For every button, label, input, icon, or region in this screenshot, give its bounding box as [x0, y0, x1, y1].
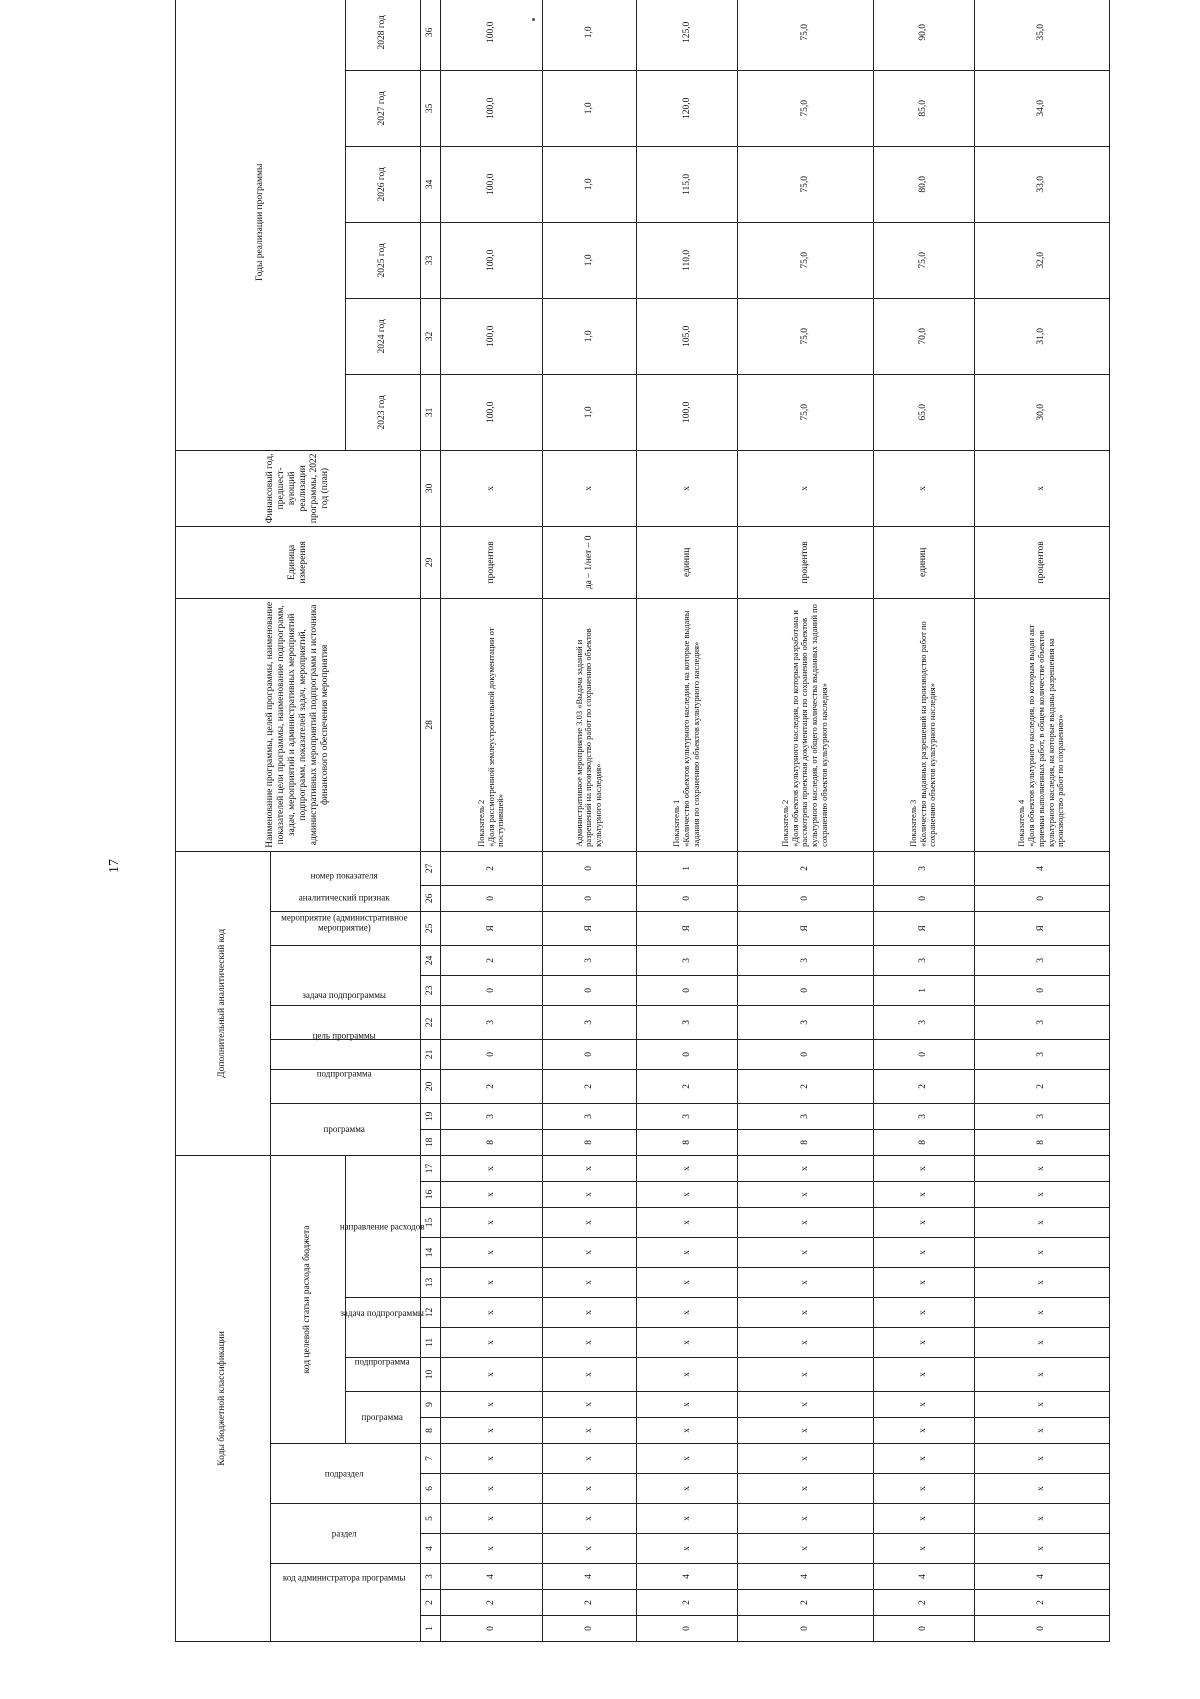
code-cell: х: [738, 1418, 873, 1444]
code-cell: Я: [637, 911, 738, 945]
code-cell: х: [738, 1504, 873, 1534]
code-cell: 2: [974, 1590, 1109, 1616]
code-cell: х: [873, 1328, 974, 1358]
code-cell: 2: [441, 851, 542, 885]
unit-header: Единица измерения: [176, 526, 421, 598]
column-number: 2: [421, 1590, 441, 1616]
fin-year-cell: х: [873, 450, 974, 526]
fin-year-cell: х: [542, 450, 637, 526]
column-number: 21: [421, 1039, 441, 1069]
code-cell: х: [542, 1208, 637, 1238]
column-number: 31: [421, 374, 441, 450]
code-cell: 2: [637, 1069, 738, 1103]
column-number: 36: [421, 0, 441, 70]
code-cell: х: [441, 1328, 542, 1358]
year-value-cell: 100,0: [441, 70, 542, 146]
code-cell: 8: [542, 1129, 637, 1155]
year-header-2026: 2026 год: [345, 146, 420, 222]
code-cell: х: [974, 1208, 1109, 1238]
code-cell: 2: [873, 1069, 974, 1103]
code-cell: х: [542, 1155, 637, 1181]
code-cell: 3: [637, 945, 738, 975]
year-value-cell: 115,0: [637, 146, 738, 222]
code-cell: х: [738, 1444, 873, 1474]
column-number: 6: [421, 1474, 441, 1504]
code-cell: 3: [873, 851, 974, 885]
code-cell: х: [441, 1155, 542, 1181]
column-number: 11: [421, 1328, 441, 1358]
year-value-cell: 100,0: [441, 146, 542, 222]
code-cell: 1: [637, 851, 738, 885]
column-number: 16: [421, 1182, 441, 1208]
code-cell: х: [637, 1155, 738, 1181]
column-number: 26: [421, 885, 441, 911]
code-cell: 2: [873, 1590, 974, 1616]
year-value-cell: 110,0: [637, 222, 738, 298]
year-value-cell: 35,0: [974, 0, 1109, 70]
budget-codes-header: Коды бюджетной классификации: [176, 1155, 271, 1641]
year-value-cell: 75,0: [738, 374, 873, 450]
code-cell: 3: [542, 1103, 637, 1129]
code-cell: х: [637, 1182, 738, 1208]
code-cell: х: [873, 1504, 974, 1534]
column-number: 9: [421, 1392, 441, 1418]
column-number: 27: [421, 851, 441, 885]
column-number: 24: [421, 945, 441, 975]
code-cell: х: [542, 1534, 637, 1564]
unit-cell: процентов: [974, 526, 1109, 598]
code-cell: х: [441, 1418, 542, 1444]
code-cell: 4: [974, 851, 1109, 885]
code-cell: х: [873, 1268, 974, 1298]
code-cell: х: [542, 1358, 637, 1392]
code-cell: 0: [441, 975, 542, 1005]
year-value-cell: 75,0: [738, 298, 873, 374]
year-value-cell: 100,0: [441, 298, 542, 374]
code-cell: 4: [738, 1564, 873, 1590]
code-cell: 0: [441, 1616, 542, 1642]
year-value-cell: 75,0: [738, 0, 873, 70]
code-cell: 0: [637, 1039, 738, 1069]
code-cell: х: [873, 1155, 974, 1181]
code-cell: х: [873, 1358, 974, 1392]
fin-year-cell: х: [637, 450, 738, 526]
program-label: программа: [361, 1412, 403, 1423]
code-cell: х: [441, 1298, 542, 1328]
code-cell: х: [637, 1358, 738, 1392]
column-number: 17: [421, 1155, 441, 1181]
code-cell: 0: [637, 885, 738, 911]
code-cell: х: [441, 1238, 542, 1268]
code-cell: х: [542, 1418, 637, 1444]
subsection-label: подраздел: [325, 1468, 364, 1479]
code-cell: 0: [542, 1616, 637, 1642]
code-cell: х: [738, 1155, 873, 1181]
code-cell: х: [974, 1155, 1109, 1181]
year-value-cell: 100,0: [441, 374, 542, 450]
year-value-cell: 75,0: [873, 222, 974, 298]
code-cell: х: [637, 1328, 738, 1358]
column-number: 25: [421, 911, 441, 945]
indicator-name: Показатель 1 «Количество объектов культурного наследия, на которые выданы задания по сохранению объектов культурного наследия»: [637, 598, 738, 851]
code-cell: х: [441, 1534, 542, 1564]
code-cell: х: [873, 1418, 974, 1444]
code-cell: 2: [542, 1069, 637, 1103]
code-cell: х: [974, 1268, 1109, 1298]
column-number-row: [421, 0, 441, 1642]
subprogram-label: подпрограмма: [354, 1356, 410, 1367]
column-number: 13: [421, 1268, 441, 1298]
code-cell: 3: [542, 945, 637, 975]
code-cell: 4: [873, 1564, 974, 1590]
code-cell: х: [542, 1444, 637, 1474]
year-header-2023: 2023 год: [345, 374, 420, 450]
indicator-name: Показатель 4 «Доля объектов культурного наследия, по которым выдан акт приемки выполненных работ, в общем количестве объектов культурного наследия, на которые выданы разрешения на производство работ по сохранению»: [974, 598, 1109, 851]
year-value-cell: 75,0: [738, 146, 873, 222]
unit-cell: единиц: [637, 526, 738, 598]
code-cell: х: [637, 1418, 738, 1444]
an-goal-label: цель программы: [312, 1030, 377, 1041]
code-cell: 2: [542, 1590, 637, 1616]
column-number: 3: [421, 1564, 441, 1590]
code-cell: 0: [441, 885, 542, 911]
code-cell: Я: [542, 911, 637, 945]
code-cell: 4: [542, 1564, 637, 1590]
code-cell: х: [637, 1534, 738, 1564]
code-cell: 2: [441, 1590, 542, 1616]
years-header: Годы реализации программы: [176, 0, 346, 450]
code-cell: 3: [873, 1103, 974, 1129]
code-cell: 8: [974, 1129, 1109, 1155]
code-cell: х: [637, 1444, 738, 1474]
code-cell: х: [738, 1358, 873, 1392]
code-cell: 3: [637, 1103, 738, 1129]
code-cell: х: [974, 1474, 1109, 1504]
code-cell: 2: [637, 1590, 738, 1616]
code-cell: х: [974, 1444, 1109, 1474]
table-row: [738, 0, 873, 1642]
column-number: 22: [421, 1005, 441, 1039]
column-number: 23: [421, 975, 441, 1005]
code-cell: х: [542, 1328, 637, 1358]
indicator-table: [175, 0, 1110, 1642]
code-cell: х: [738, 1298, 873, 1328]
code-cell: 4: [974, 1564, 1109, 1590]
code-cell: х: [637, 1392, 738, 1418]
code-cell: х: [873, 1392, 974, 1418]
code-cell: 0: [637, 975, 738, 1005]
column-number: 4: [421, 1534, 441, 1564]
section-label: раздел: [332, 1528, 357, 1539]
code-cell: х: [441, 1504, 542, 1534]
year-value-cell: 32,0: [974, 222, 1109, 298]
code-cell: 3: [974, 1039, 1109, 1069]
code-cell: Я: [873, 911, 974, 945]
code-cell: 3: [738, 945, 873, 975]
year-value-cell: 125,0: [637, 0, 738, 70]
code-cell: х: [738, 1268, 873, 1298]
year-value-cell: 31,0: [974, 298, 1109, 374]
code-cell: 0: [738, 885, 873, 911]
code-cell: х: [637, 1504, 738, 1534]
year-value-cell: 1,0: [542, 70, 637, 146]
code-cell: х: [738, 1182, 873, 1208]
code-cell: 3: [738, 1103, 873, 1129]
fin-year-cell: х: [441, 450, 542, 526]
code-cell: х: [441, 1182, 542, 1208]
code-cell: х: [542, 1268, 637, 1298]
code-cell: х: [637, 1238, 738, 1268]
code-cell: 2: [441, 1069, 542, 1103]
table-row: [637, 0, 738, 1642]
code-cell: 8: [441, 1129, 542, 1155]
year-value-cell: 1,0: [542, 298, 637, 374]
code-cell: х: [873, 1444, 974, 1474]
analytic-code-header: Дополнительный аналитический код: [176, 851, 271, 1155]
column-number: 35: [421, 70, 441, 146]
code-cell: 3: [542, 1005, 637, 1039]
rotated-table-canvas: [175, 15, 1110, 1642]
code-cell: 3: [974, 1103, 1109, 1129]
year-header-2028: 2028 год: [345, 0, 420, 70]
table-row: [873, 0, 974, 1642]
year-value-cell: 65,0: [873, 374, 974, 450]
code-cell: 0: [542, 975, 637, 1005]
code-cell: х: [441, 1392, 542, 1418]
code-cell: 0: [974, 1616, 1109, 1642]
year-header-2024: 2024 год: [345, 298, 420, 374]
year-value-cell: 1,0: [542, 374, 637, 450]
table-row: [542, 0, 637, 1642]
admin-code-label: код администратора программы: [283, 1572, 406, 1583]
column-number: 32: [421, 298, 441, 374]
code-cell: х: [873, 1182, 974, 1208]
code-cell: х: [542, 1182, 637, 1208]
code-cell: х: [637, 1474, 738, 1504]
code-cell: Я: [738, 911, 873, 945]
code-cell: х: [738, 1238, 873, 1268]
column-number: 14: [421, 1238, 441, 1268]
code-cell: 3: [974, 945, 1109, 975]
name-header: Наименование программы, целей программы, наименование показателей цели программы, наименование подпрограмм, задач, мероприятий и административных мероприятий подпрограмм, показателей задач, мероприятий, административных мероприятий подпрограмм и источника финансового обеспечения мероприятия: [176, 598, 421, 851]
expense-direction-label: направление расходов: [339, 1221, 425, 1232]
code-cell: х: [738, 1474, 873, 1504]
year-value-cell: 1,0: [542, 146, 637, 222]
year-value-cell: 70,0: [873, 298, 974, 374]
code-cell: х: [738, 1392, 873, 1418]
code-cell: 1: [873, 975, 974, 1005]
code-cell: х: [542, 1238, 637, 1268]
code-cell: 4: [637, 1564, 738, 1590]
indicator-name: Показатель 2 «Доля объектов культурного наследия, по которым разработана и рассмотрена проектная документация по сохранению объектов культурного наследия, от общего количества выданных заданий по сохранению объектов культурного наследия»: [738, 598, 873, 851]
page-number: 17: [107, 859, 122, 873]
year-header-2027: 2027 год: [345, 70, 420, 146]
code-cell: х: [974, 1392, 1109, 1418]
code-cell: х: [873, 1534, 974, 1564]
year-value-cell: 120,0: [637, 70, 738, 146]
column-number: 34: [421, 146, 441, 222]
year-value-cell: 80,0: [873, 146, 974, 222]
code-cell: 3: [441, 1005, 542, 1039]
code-cell: 2: [441, 945, 542, 975]
code-cell: х: [974, 1238, 1109, 1268]
an-feature-label: аналитический признак: [299, 892, 390, 903]
column-number: 5: [421, 1504, 441, 1534]
unit-cell: да – 1/нет – 0: [542, 526, 637, 598]
code-cell: 0: [542, 885, 637, 911]
fin-year-cell: х: [738, 450, 873, 526]
code-cell: х: [637, 1298, 738, 1328]
code-cell: х: [974, 1298, 1109, 1328]
code-cell: х: [542, 1298, 637, 1328]
code-cell: 0: [873, 1039, 974, 1069]
code-cell: 0: [542, 1039, 637, 1069]
column-number: 19: [421, 1103, 441, 1129]
code-cell: 3: [441, 1103, 542, 1129]
year-value-cell: 1,0: [542, 0, 637, 70]
an-indicator-label: номер показателя: [310, 870, 379, 881]
code-cell: 8: [738, 1129, 873, 1155]
code-cell: х: [974, 1534, 1109, 1564]
code-cell: х: [441, 1444, 542, 1474]
year-value-cell: 100,0: [441, 222, 542, 298]
year-value-cell: 30,0: [974, 374, 1109, 450]
code-cell: х: [974, 1182, 1109, 1208]
code-cell: х: [441, 1358, 542, 1392]
code-cell: 2: [738, 851, 873, 885]
code-cell: х: [637, 1208, 738, 1238]
code-cell: х: [441, 1268, 542, 1298]
code-cell: х: [738, 1534, 873, 1564]
code-cell: 8: [637, 1129, 738, 1155]
column-number: 28: [421, 598, 441, 851]
code-cell: 2: [738, 1069, 873, 1103]
table-row: [974, 0, 1109, 1642]
code-cell: 4: [441, 1564, 542, 1590]
column-number: 8: [421, 1418, 441, 1444]
code-cell: 2: [738, 1590, 873, 1616]
year-header-2025: 2025 год: [345, 222, 420, 298]
code-cell: х: [441, 1208, 542, 1238]
code-cell: 8: [873, 1129, 974, 1155]
year-value-cell: 34,0: [974, 70, 1109, 146]
code-cell: Я: [974, 911, 1109, 945]
code-cell: х: [542, 1504, 637, 1534]
code-cell: 0: [974, 885, 1109, 911]
column-number: 20: [421, 1069, 441, 1103]
an-subprogram-label: подпрограмма: [317, 1068, 372, 1079]
code-cell: 3: [873, 945, 974, 975]
column-number: 30: [421, 450, 441, 526]
code-cell: 3: [873, 1005, 974, 1039]
code-cell: х: [542, 1474, 637, 1504]
unit-cell: процентов: [738, 526, 873, 598]
code-cell: 0: [974, 975, 1109, 1005]
code-cell: х: [873, 1208, 974, 1238]
code-cell: 3: [738, 1005, 873, 1039]
an-task-label: задача подпрограммы: [302, 989, 387, 1000]
year-value-cell: 100,0: [637, 374, 738, 450]
unit-cell: процентов: [441, 526, 542, 598]
code-cell: х: [974, 1504, 1109, 1534]
code-cell: х: [974, 1418, 1109, 1444]
column-number: 10: [421, 1358, 441, 1392]
code-cell: х: [974, 1358, 1109, 1392]
code-cell: х: [542, 1392, 637, 1418]
year-value-cell: 85,0: [873, 70, 974, 146]
column-number: 33: [421, 222, 441, 298]
indicator-name: Показатель 3 «Количество выданных разрешений на производство работ по сохранению объектов культурного наследия»: [873, 598, 974, 851]
code-cell: х: [974, 1328, 1109, 1358]
column-number: 1: [421, 1616, 441, 1642]
code-cell: х: [637, 1268, 738, 1298]
code-cell: х: [873, 1298, 974, 1328]
year-value-cell: 75,0: [738, 70, 873, 146]
indicator-name: Административное мероприятие 3.03 «Выдача заданий и разрешений на производство работ по сохранению объектов культурного наследия»: [542, 598, 637, 851]
code-cell: 0: [738, 1616, 873, 1642]
code-cell: 3: [637, 1005, 738, 1039]
code-cell: 0: [738, 975, 873, 1005]
an-program-label: программа: [323, 1124, 366, 1135]
code-cell: 2: [974, 1069, 1109, 1103]
code-cell: 0: [873, 1616, 974, 1642]
column-number: 18: [421, 1129, 441, 1155]
year-value-cell: 90,0: [873, 0, 974, 70]
code-cell: 0: [873, 885, 974, 911]
target-article-label: код целевой статьи расхода бюджета: [270, 1155, 345, 1443]
code-cell: х: [873, 1474, 974, 1504]
year-value-cell: 105,0: [637, 298, 738, 374]
code-cell: х: [738, 1208, 873, 1238]
column-number: 7: [421, 1444, 441, 1474]
fin-year-header: Финансовый год, предшест-вующий реализации программы, 2022 год (план): [176, 450, 421, 526]
subprogram-task-label: задача подпрограммы: [340, 1308, 424, 1319]
column-number: 12: [421, 1298, 441, 1328]
unit-cell: единиц: [873, 526, 974, 598]
column-number: 15: [421, 1208, 441, 1238]
an-event-label: мероприятие (административное мероприятие): [281, 912, 408, 933]
table-row: [441, 0, 542, 1642]
code-cell: Я: [441, 911, 542, 945]
year-value-cell: 100,0: [441, 0, 542, 70]
column-number: 29: [421, 526, 441, 598]
indicator-name: Показатель 2 «Доля рассмотренной землеустроительной документации от поступившей»: [441, 598, 542, 851]
fin-year-cell: х: [974, 450, 1109, 526]
year-value-cell: 75,0: [738, 222, 873, 298]
code-cell: х: [441, 1474, 542, 1504]
year-value-cell: 33,0: [974, 146, 1109, 222]
code-cell: х: [873, 1238, 974, 1268]
code-cell: 3: [974, 1005, 1109, 1039]
code-cell: 0: [738, 1039, 873, 1069]
code-cell: 0: [637, 1616, 738, 1642]
code-cell: 0: [542, 851, 637, 885]
code-cell: 0: [441, 1039, 542, 1069]
code-cell: х: [738, 1328, 873, 1358]
year-value-cell: 1,0: [542, 222, 637, 298]
